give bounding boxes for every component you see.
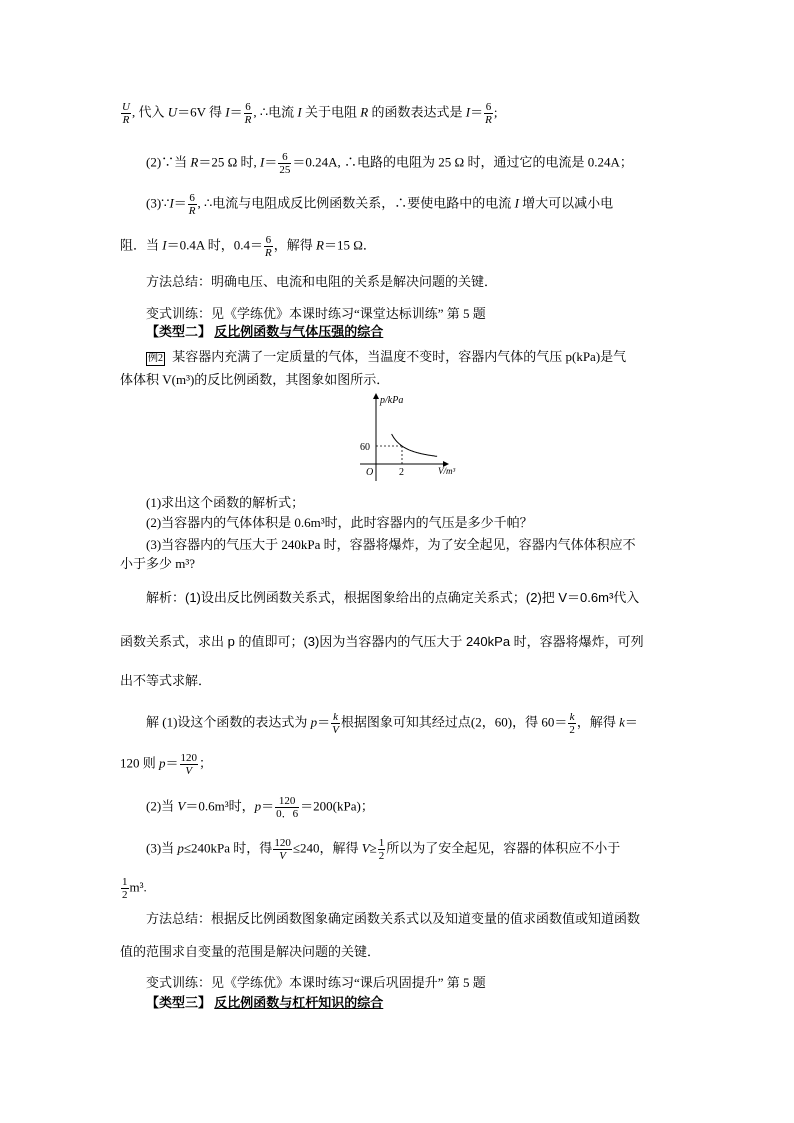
ex2-stem-line1: 例2 某容器内充满了一定质量的气体，当温度不变时，容器内气体的气压 p(kPa)是气 <box>148 349 627 364</box>
ex2-analysis-2: 函数关系式，求出 p 的值即可；(3)因为当容器内的气压大于 240kPa 时，容器将爆炸，可列 <box>120 634 644 649</box>
fraction: $\frac{U}{R}$ <box>122 101 130 126</box>
ex1-line2: (2)∵当 R＝25 Ω 时, I＝ $\frac{6}{25}$ ＝0.24A, ∴电路的电阻为 25 Ω 时，通过它的电流是 0.24A； <box>146 151 633 176</box>
fraction: $\frac{6}{R}$ <box>485 101 492 126</box>
method-summary-2-line2: 值的范围求自变量的范围是解决问题的关键． <box>120 944 381 959</box>
ex2-q1: (1)求出这个函数的解析式； <box>146 495 305 510</box>
fraction: $\frac{120}{0.6}$ <box>276 795 299 820</box>
example-badge: 例2 <box>148 353 163 364</box>
practice-ref-1: 变式训练：见《学练优》本课时练习“课堂达标训练” 第 5 题 <box>146 306 486 321</box>
ex2-sol-line1: 解 (1)设这个函数的表达式为 p＝ $\frac{k}{V}$ 根据图象可知其经过点(2，60)，得 60＝ $\frac{k}{2}$ ，解得 k＝ <box>146 711 638 736</box>
y-tick-60: 60 <box>360 442 370 453</box>
x-tick-2: 2 <box>399 467 404 478</box>
type-heading-2: 【类型二】 反比例函数与气体压强的综合 <box>146 324 384 339</box>
ex2-q3-line1: (3)当容器内的气压大于 240kPa 时，容器将爆炸，为了安全起见，容器内气体体积应不 <box>146 537 636 552</box>
ex2-q3-line2: 小于多少 m³? <box>120 556 196 571</box>
ex1-line4: 阻．当 I＝0.4A 时，0.4＝ $\frac{6}{R}$ ，解得 R＝15 Ω． <box>120 234 376 259</box>
ex2-sol-line2: 120 则 p＝ $\frac{120}{V}$ ； <box>120 752 213 777</box>
y-axis-label: p/kPa <box>380 395 404 406</box>
origin-label: O <box>366 467 374 478</box>
ex2-analysis-3: 出不等式求解． <box>120 673 212 688</box>
method-summary-1: 方法总结：明确电压、电流和电阻的关系是解决问题的关键． <box>146 274 498 289</box>
fraction: $\frac{k}{V}$ <box>332 711 339 736</box>
fraction: $\frac{6}{R}$ <box>244 101 252 126</box>
x-axis-label: V/m³ <box>438 466 456 476</box>
ex2-analysis-1: 解析：(1)设出反比例函数关系式，根据图象给出的点确定关系式；(2)把 V＝0.6m³代入 <box>146 590 640 605</box>
fraction: $\frac{6}{25}$ <box>279 151 291 176</box>
ex1-line3: (3)∵I＝ $\frac{6}{R}$ , ∴电流与电阻成反比例函数关系，∴要使电路中的电流 I 增大可以减小电 <box>146 192 614 217</box>
fraction: $\frac{k}{2}$ <box>569 711 575 736</box>
ex1-line1: $\frac{U}{R}$ , 代入 U＝6V 得 I＝ $\frac{6}{R}$ , ∴电流 I 关于电阻 R 的函数表达式是 I＝ $\frac{6}{R}$ ; <box>122 101 498 126</box>
ex2-sol-line4: (3)当 p≤240kPa 时，得 $\frac{120}{V}$ ≤240，解得 V≥ $\frac{1}{2}$ 所以为了安全起见，容器的体积应不小于 <box>146 837 621 862</box>
type-heading-3: 【类型三】 反比例函数与杠杆知识的综合 <box>146 995 384 1010</box>
practice-ref-2: 变式训练：见《学练优》本课时练习“课后巩固提升” 第 5 题 <box>146 975 486 990</box>
pressure-volume-graph <box>352 391 482 487</box>
ex2-q2: (2)当容器内的气体体积是 0.6m³时，此时容器内的气压是多少千帕？ <box>146 515 533 530</box>
inverse-curve <box>392 434 438 456</box>
method-summary-2-line1: 方法总结：根据反比例函数图象确定函数关系式以及知道变量的值求函数值或知道函数 <box>146 911 641 926</box>
fraction: $\frac{120}{V}$ <box>274 837 291 862</box>
ex2-sol-line5: $\frac{1}{2}$ m³. <box>122 876 147 901</box>
ex2-sol-line3: (2)当 V＝0.6m³时，p＝ $\frac{120}{0.6}$ ＝200(kPa)； <box>146 795 374 820</box>
fraction: $\frac{1}{2}$ <box>378 837 385 862</box>
fraction: $\frac{1}{2}$ <box>122 876 128 901</box>
fraction: $\frac{120}{V}$ <box>180 752 198 777</box>
ex2-stem-line2: 体体积 V(m³)的反比例函数，其图象如图所示． <box>120 372 390 387</box>
fraction: $\frac{6}{R}$ <box>188 192 196 217</box>
fraction: $\frac{6}{R}$ <box>265 234 272 259</box>
